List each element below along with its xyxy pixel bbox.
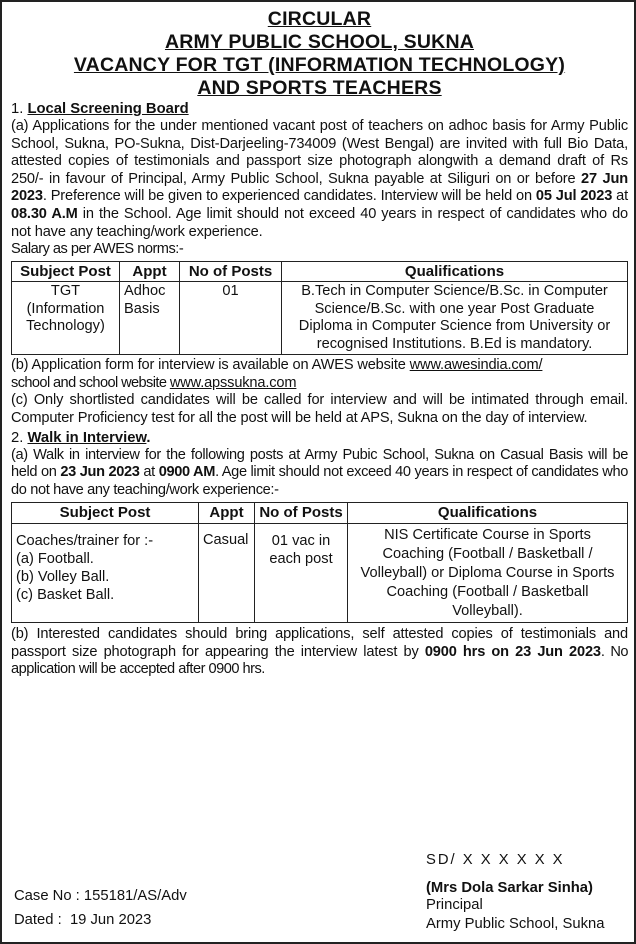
section2-para-b: (b) Interested candidates should bring applications, self attested copies of testimonials and passport size photograph for appearing the interview latest by 0900 hrs on 23 Jun 2023. No application will be accepted after 0900 hrs. <box>11 625 628 678</box>
table-row <box>12 523 628 622</box>
list-item: (b) Volley Ball. <box>16 568 110 585</box>
col-subject-post: Subject Post <box>12 503 199 524</box>
tgt-vacancy-table <box>11 261 628 356</box>
section1-para-b: (b) Application form for interview is available on AWES website www.awesindia.com/ school and school website www.apssukna.com <box>11 357 543 391</box>
section2-heading: 2. Walk in Interview. <box>11 429 151 446</box>
list-item: (c) Basket Ball. <box>16 586 115 603</box>
table-row <box>12 282 628 355</box>
table-header-row <box>12 503 628 524</box>
signature-name: (Mrs Dola Sarkar Sinha) <box>426 880 593 896</box>
cell-appt: Adhoc Basis <box>120 282 180 355</box>
col-appt: Appt <box>120 261 180 282</box>
cell-subject: TGT (Information Technology) <box>12 282 120 355</box>
col-no-of-posts: No of Posts <box>255 503 348 524</box>
signature-sd: SD/ X X X X X X <box>426 852 565 868</box>
section1-heading: 1. Local Screening Board <box>11 101 189 117</box>
col-appt: Appt <box>199 503 255 524</box>
circular-title: CIRCULAR <box>267 8 372 30</box>
vacancy-subtitle: AND SPORTS TEACHERS <box>197 77 442 99</box>
subject-intro: Coaches/trainer for :- <box>16 532 154 549</box>
section1-para-c: (c) Only shortlisted candidates will be called for interview and will be intimated through email. Computer Proficiency test for all the post will be held at APS, Sukna on the day of interview. <box>11 392 628 427</box>
school-title: ARMY PUBLIC SCHOOL, SUKNA <box>164 31 475 53</box>
salary-note: Salary as per AWES norms:- <box>11 241 184 258</box>
table-header-row <box>12 261 628 282</box>
awes-website-link[interactable]: www.awesindia.com/ <box>409 357 543 374</box>
cell-posts: 01 vac in each post <box>255 523 348 622</box>
signature-school: Army Public School, Sukna <box>426 916 605 932</box>
col-no-of-posts: No of Posts <box>180 261 282 282</box>
cell-subject <box>12 523 199 622</box>
cell-appt: Casual <box>199 523 255 622</box>
cell-qualification: B.Tech in Computer Science/B.Sc. in Computer Science/B.Sc. with one year Post Graduate Diploma in Computer Science from University or recognised Institutions. B.Ed is mandatory. <box>282 282 628 355</box>
col-qualifications: Qualifications <box>348 503 628 524</box>
list-item: (a) Football. <box>16 550 94 567</box>
vacancy-title: VACANCY FOR TGT (INFORMATION TECHNOLOGY) <box>73 54 566 76</box>
col-qualifications: Qualifications <box>282 261 628 282</box>
sports-vacancy-table <box>11 502 628 623</box>
school-website-link[interactable]: www.apssukna.com <box>169 374 297 391</box>
section2-para-a: (a) Walk in interview for the following posts at Army Pubic School, Sukna on Casual Basis will be held on 23 Jun 2023 at 0900 AM. Age limit should not exceed 40 years in respect of candidates who do not have any teaching/work experience:- <box>11 446 628 498</box>
section1-para-a: (a) Applications for the under mentioned vacant post of teachers on adhoc basis for Army Public School, Sukna, PO-Sukna, Dist-Darjeeling-734009 (West Bengal) are invited with full Bio Data, attested copies of testimonials and passport size photograph alongwith a demand draft of Rs 250/- in favour of Principal, Army Public School, Sukna payable at Siliguri on or before 27 Jun 2023. Preference will be given to experienced candidates. Interview will be held on 05 Jul 2023 at 08.30 A.M in the School. Age limit should not exceed 40 years in respect of candidates who do not have any teaching/work experience. <box>11 118 628 240</box>
cell-posts: 01 <box>180 282 282 355</box>
col-subject-post: Subject Post <box>12 261 120 282</box>
case-number: Case No : 155181/AS/Adv <box>14 888 187 904</box>
signature-designation: Principal <box>426 897 483 913</box>
date-line: Dated : 19 Jun 2023 <box>14 912 152 928</box>
cell-qualification: NIS Certificate Course in Sports Coaching (Football / Basketball / Volleyball) or Diploma Course in Sports Coaching (Football / Basketball Volleyball). <box>348 523 628 622</box>
